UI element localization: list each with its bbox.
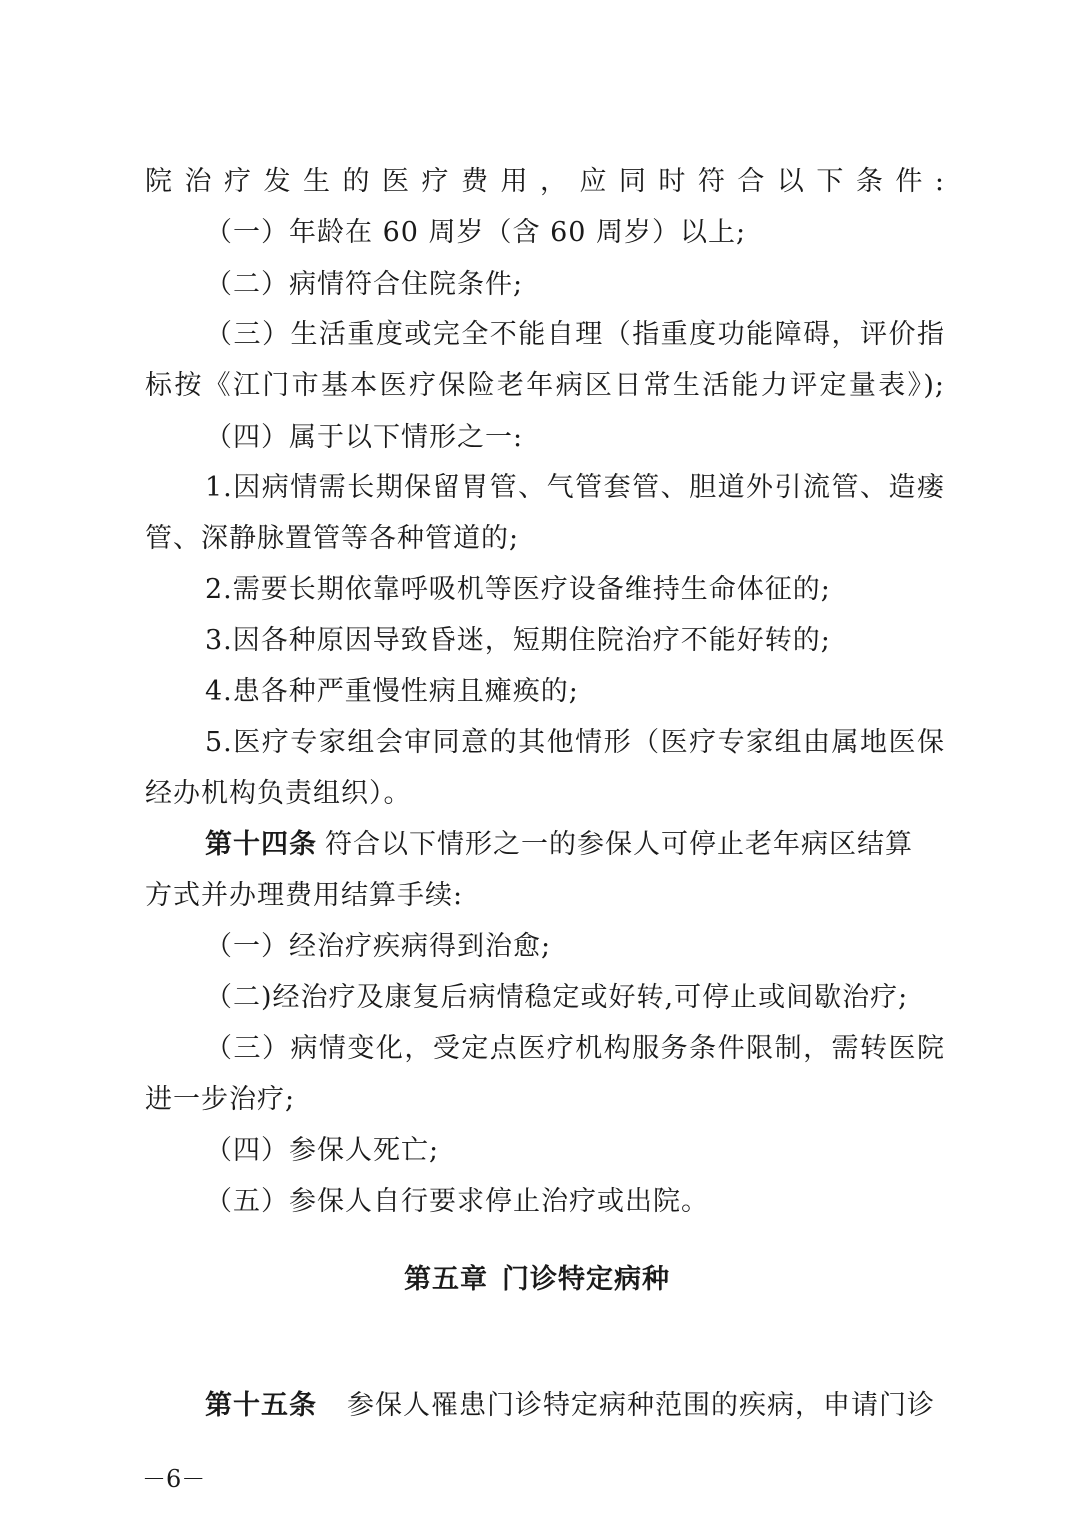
article-15-text: 参保人罹患门诊特定病种范围的疾病，申请门诊 <box>347 1390 935 1421</box>
article-14-line-1 <box>205 828 945 862</box>
chapter-title: 门诊特定病种 <box>502 1264 670 1295</box>
body-line: （一）年龄在 60 周岁（含 60 周岁）以上; <box>205 217 747 248</box>
body-line: 标按《江门市基本医疗保险老年病区日常生活能力评定量表》); <box>145 370 945 401</box>
body-line: 1.因病情需长期保留胃管、气管套管、胆道外引流管、造瘘 <box>205 472 945 503</box>
body-line: 2.需要长期依靠呼吸机等医疗设备维持生命体征的; <box>205 574 831 605</box>
chapter-number: 第五章 <box>404 1264 488 1295</box>
article-15-heading: 第十五条 <box>205 1390 317 1421</box>
article-14-text: 符合以下情形之一的参保人可停止老年病区结算 <box>325 829 913 860</box>
article-15-line <box>205 1389 945 1423</box>
article-14-item: 进一步治疗; <box>145 1084 296 1115</box>
body-line: 5.医疗专家组会审同意的其他情形（医疗专家组由属地医保 <box>205 727 945 758</box>
body-line: （二）病情符合住院条件; <box>205 269 524 300</box>
article-14-item: （一）经治疗疾病得到治愈; <box>205 931 552 962</box>
body-line: 3.因各种原因导致昏迷，短期住院治疗不能好转的; <box>205 625 831 656</box>
body-line: 管、深静脉置管等各种管道的; <box>145 523 520 554</box>
article-14-heading: 第十四条 <box>205 829 317 860</box>
body-line: （四）属于以下情形之一: <box>205 422 524 453</box>
chapter-heading <box>0 1263 1074 1297</box>
article-14-item: （三）病情变化，受定点医疗机构服务条件限制，需转医院 <box>205 1033 945 1064</box>
page-number: －6－ <box>142 1465 206 1493</box>
body-line: 4.患各种严重慢性病且瘫痪的; <box>205 676 579 707</box>
article-14-item: （五）参保人自行要求停止治疗或出院。 <box>205 1186 709 1217</box>
body-line: 经办机构负责组织）。 <box>145 778 412 809</box>
article-14-item: （四）参保人死亡; <box>205 1135 440 1166</box>
body-line: （三）生活重度或完全不能自理（指重度功能障碍，评价指 <box>205 319 945 350</box>
article-14-item: （二)经治疗及康复后病情稳定或好转,可停止或间歇治疗; <box>205 982 909 1013</box>
body-line: 院治疗发生的医疗费用，应同时符合以下条件: <box>145 166 945 197</box>
article-14-line-2: 方式并办理费用结算手续: <box>145 880 464 911</box>
